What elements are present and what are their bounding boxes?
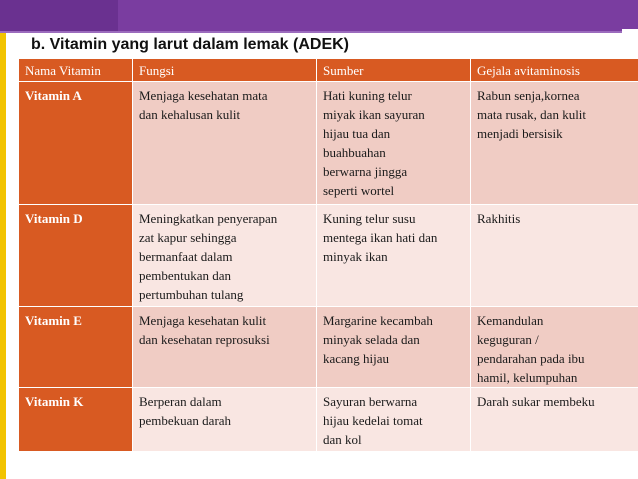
gejala-text: Kemandulan keguguran / pendarahan pada ibu hamil, kelumpuhan [477,313,585,385]
gejala-cell [471,205,638,307]
gejala-text: Rabun senja,kornea mata rusak, dan kulit menjadi bersisik [477,88,587,141]
header-sumber: Sumber [317,59,471,82]
fungsi-text: Menjaga kesehatan kulit dan kesehatan reprosuksi [139,313,270,347]
header-nama-vitamin: Nama Vitamin [19,59,133,82]
vitamin-name: Vitamin A [19,82,133,205]
fungsi-text: Menjaga kesehatan mata dan kehalusan kulit [139,88,268,122]
vitamin-name: Vitamin K [19,388,133,452]
table-row [19,307,638,388]
vitamin-table [18,58,638,452]
sumber-cell [317,388,471,452]
vitamin-name: Vitamin E [19,307,133,388]
table-row [19,388,638,452]
fungsi-text: Berperan dalam pembekuan darah [139,394,232,428]
fungsi-cell [133,388,317,452]
slide-title: b. Vitamin yang larut dalam lemak (ADEK) [27,33,391,57]
table-row [19,82,638,205]
table-header-row [19,59,638,82]
header-gejala: Gejala avitaminosis [471,59,638,82]
sumber-text: Hati kuning telur miyak ikan sayuran hijau tua dan buahbuahan berwarna jingga seperti wortel [323,88,425,198]
top-decor-bar [0,0,638,33]
side-decor-bar [0,33,6,479]
gejala-cell [471,388,638,452]
sumber-text: Kuning telur susu mentega ikan hati dan minyak ikan [323,211,438,264]
fungsi-text: Meningkatkan penyerapan zat kapur sehingga bermanfaat dalam pembentukan dan pertumbuhan tulang [139,211,278,302]
vitamin-name: Vitamin D [19,205,133,307]
header-fungsi: Fungsi [133,59,317,82]
sumber-cell [317,82,471,205]
fungsi-cell [133,82,317,205]
table-row [19,205,638,307]
fungsi-cell [133,205,317,307]
fungsi-cell [133,307,317,388]
top-decor-accent [0,0,118,33]
sumber-text: Margarine kecambah minyak selada dan kacang hijau [323,313,433,366]
sumber-cell [317,205,471,307]
gejala-text: Rakhitis [477,211,521,226]
gejala-text: Darah sukar membeku [477,394,595,409]
corner-decor-box [622,29,638,39]
sumber-text: Sayuran berwarna hijau kedelai tomat dan kol [323,394,423,447]
gejala-cell [471,82,638,205]
gejala-cell [471,307,638,388]
sumber-cell [317,307,471,388]
